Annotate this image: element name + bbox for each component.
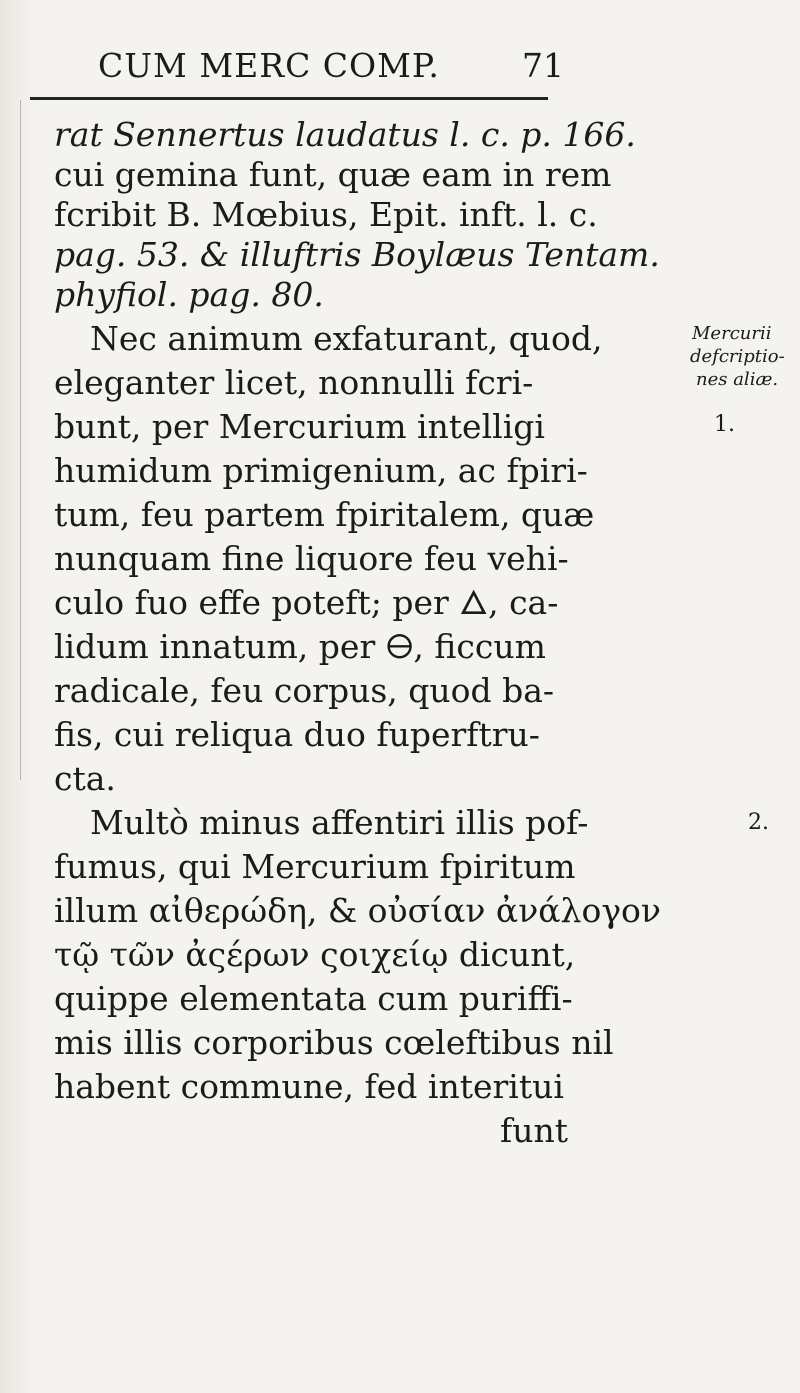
margin-number: 2. bbox=[748, 810, 769, 835]
text-line: fis, cui reliqua duo fuperftru- bbox=[54, 715, 540, 754]
text-line: fumus, qui Mercurium fpiritum bbox=[54, 847, 576, 886]
running-title: CUM MERC COMP. bbox=[98, 46, 440, 85]
header-rule bbox=[30, 97, 548, 100]
text-line: mis illis corporibus cœleftibus nil bbox=[54, 1023, 614, 1062]
text-line: phyfiol. pag. 80. bbox=[54, 275, 324, 314]
text-line: eleganter licet, nonnulli fcri- bbox=[54, 363, 534, 402]
text-line: cui gemina funt, quæ eam in rem bbox=[54, 155, 612, 194]
text-line: humidum primigenium, ac fpiri- bbox=[54, 451, 588, 490]
text-line: τῷ τῶν ἀςέρων ςοιχείῳ dicunt, bbox=[54, 935, 576, 974]
text-line: bunt, per Mercurium intelligi bbox=[54, 407, 545, 446]
margin-note-line: defcriptio- bbox=[690, 346, 785, 367]
page-edge-line bbox=[20, 100, 21, 780]
text-line: rat Sennertus laudatus l. c. p. 166. bbox=[54, 115, 636, 154]
text-line: nunquam fine liquore feu vehi- bbox=[54, 539, 569, 578]
text-line: Nec animum exfaturant, quod, bbox=[90, 319, 603, 358]
text-line: radicale, feu corpus, quod ba- bbox=[54, 671, 555, 710]
page-gutter bbox=[0, 0, 34, 1393]
text-line: Multò minus affentiri illis pof- bbox=[90, 803, 589, 842]
margin-note-line: nes aliæ. bbox=[696, 369, 779, 390]
text-line: fcribit B. Mœbius, Epit. inft. l. c. bbox=[54, 195, 598, 234]
text-line: culo fuo effe poteft; per 🜂, ca- bbox=[54, 583, 559, 622]
text-line: cta. bbox=[54, 759, 116, 798]
text-line: habent commune, fed interitui bbox=[54, 1067, 564, 1106]
margin-note-line: Mercurii bbox=[692, 323, 772, 344]
margin-number: 1. bbox=[714, 412, 735, 437]
text-line: lidum innatum, per 🜔, ficcum bbox=[54, 627, 546, 666]
text-line: pag. 53. & illuftris Boylæus Tentam. bbox=[54, 235, 660, 274]
text-line: tum, feu partem fpiritalem, quæ bbox=[54, 495, 595, 534]
text-line: quippe elementata cum puriffi- bbox=[54, 979, 573, 1018]
page-header bbox=[40, 42, 580, 92]
text-line: funt bbox=[500, 1111, 568, 1150]
text-line: illum αἰθερώδη, & οὐσίαν ἀνάλογον bbox=[54, 891, 661, 930]
page-number: 71 bbox=[522, 46, 564, 85]
